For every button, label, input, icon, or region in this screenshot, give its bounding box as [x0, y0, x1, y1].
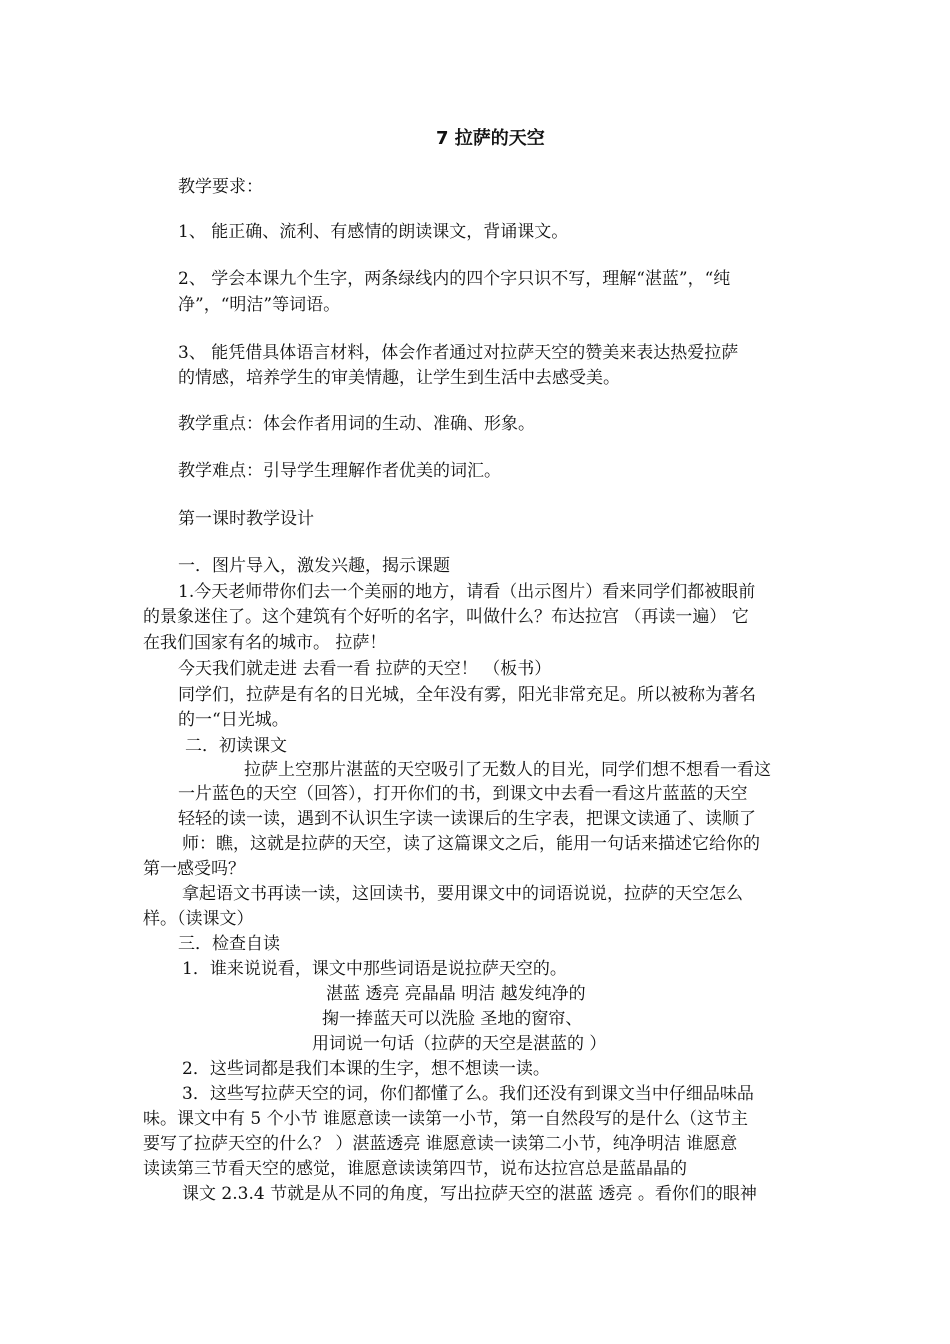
requirement-item-3-cont: 的情感，培养学生的审美情趣，让学生到生活中去感受美。	[178, 368, 620, 388]
section-2-heading: 二．初读课文	[185, 736, 287, 756]
requirement-item-3: 3、 能凭借具体语言材料，体会作者通过对拉萨天空的赞美来表达热爱拉萨	[178, 343, 739, 363]
difficult-point: 教学难点：引导学生理解作者优美的词汇。	[178, 461, 501, 481]
paragraph-line: 一片蓝色的天空（回答），打开你们的书，到课文中去看一看这片蓝蓝的天空	[178, 784, 748, 804]
paragraph-line: 1.今天老师带你们去一个美丽的地方，请看（出示图片）看来同学们都被眼前	[178, 582, 756, 602]
paragraph-line: 师：瞧，这就是拉萨的天空，读了这篇课文之后，能用一句话来描述它给你的	[182, 834, 760, 854]
paragraph-line: 读读第三节看天空的感觉，谁愿意读读第四节，说布达拉宫总是蓝晶晶的	[143, 1159, 687, 1179]
document-title: 7 拉萨的天空	[436, 128, 545, 149]
paragraph-line: 的一“日光城。	[178, 710, 289, 730]
paragraph-line: 3．这些写拉萨天空的词，你们都懂了么。我们还没有到课文当中仔细品味品	[182, 1084, 754, 1104]
question-1: 1．谁来说说看，课文中那些词语是说拉萨天空的。	[182, 959, 567, 979]
paragraph-line: 的景象迷住了。这个建筑有个好听的名字，叫做什么？布达拉宫 （再读一遍） 它	[143, 607, 749, 627]
paragraph-line: 拿起语文书再读一读，这回读书，要用课文中的词语说说，拉萨的天空怎么	[182, 884, 743, 904]
lesson-heading: 第一课时教学设计	[178, 509, 314, 529]
word-list-line: 掬一捧蓝天可以洗脸 圣地的窗帘、	[322, 1009, 583, 1029]
requirement-item-1: 1、 能正确、流利、有感情的朗读课文，背诵课文。	[178, 222, 569, 242]
paragraph-line: 同学们，拉萨是有名的日光城，全年没有雾，阳光非常充足。所以被称为著名	[178, 685, 756, 705]
word-list-line: 湛蓝 透亮 亮晶晶 明洁 越发纯净的	[326, 984, 586, 1004]
paragraph-line: 要写了拉萨天空的什么？ ）湛蓝透亮 谁愿意读一读第二小节，纯净明洁 谁愿意	[143, 1134, 738, 1154]
section-3-heading: 三．检查自读	[178, 934, 280, 954]
word-list-line: 用词说一句话（拉萨的天空是湛蓝的 ）	[312, 1034, 607, 1054]
requirement-item-2: 2、 学会本课九个生字，两条绿线内的四个字只识不写，理解“湛蓝”，“纯	[178, 269, 731, 289]
paragraph-line: 味。课文中有 5 个小节 谁愿意读一读第一小节，第一自然段写的是什么（这节主	[143, 1109, 749, 1129]
question-2: 2．这些词都是我们本课的生字，想不想读一读。	[182, 1059, 550, 1079]
paragraph-line: 在我们国家有名的城市。 拉萨！	[143, 633, 387, 653]
paragraph-line: 第一感受吗？	[143, 859, 245, 879]
section-1-heading: 一．图片导入，激发兴趣，揭示课题	[178, 556, 450, 576]
paragraph-line: 拉萨上空那片湛蓝的天空吸引了无数人的目光，同学们想不想看一看这	[244, 760, 771, 780]
paragraph-line: 今天我们就走进 去看一看 拉萨的天空！ （板书）	[178, 659, 552, 679]
paragraph-line: 课文 2.3.4 节就是从不同的角度，写出拉萨天空的湛蓝 透亮 。看你们的眼神	[182, 1184, 757, 1204]
paragraph-line: 轻轻的读一读，遇到不认识生字读一读课后的生字表，把课文读通了、读顺了	[178, 809, 756, 829]
paragraph-line: 样。（读课文）	[143, 909, 254, 929]
requirements-heading: 教学要求：	[178, 177, 263, 197]
key-point: 教学重点：体会作者用词的生动、准确、形象。	[178, 414, 535, 434]
requirement-item-2-cont: 净”，“明洁”等词语。	[178, 295, 341, 315]
